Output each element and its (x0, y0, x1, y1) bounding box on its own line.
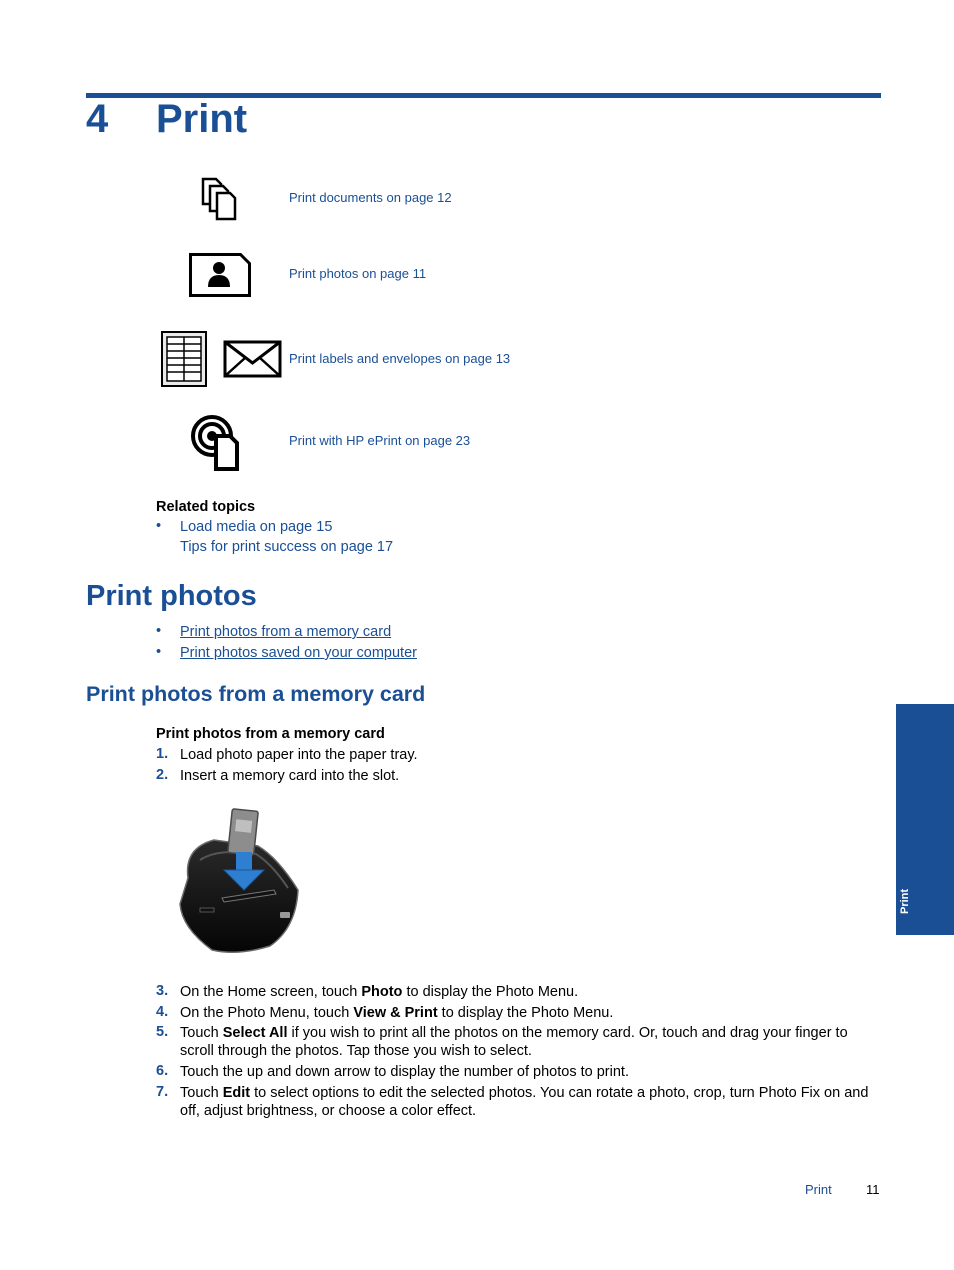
section-heading-print-photos: Print photos (86, 580, 257, 612)
task-link-documents[interactable]: Print documents on page 12 (289, 190, 452, 205)
step-text: Touch Edit to select options to edit the selected photos. You can rotate a photo, crop, turn Photo Fix on and off, adjust brightness, or choose a color effect. (180, 1085, 869, 1119)
step-text: Touch Select All if you wish to print all the photos on the memory card. Or, touch and drag your finger to scroll through the photos. Tap those you wish to select. (180, 1025, 848, 1059)
task-link-labels-envelopes[interactable]: Print labels and envelopes on page 13 (289, 351, 511, 366)
related-bullet: • (156, 518, 162, 534)
chapter-title: Print (156, 97, 248, 141)
photo-icon (188, 252, 252, 298)
subsection-heading-memory-card: Print photos from a memory card (86, 682, 426, 706)
step-number: 2. (156, 767, 169, 783)
memory-card-insert-illustration (178, 808, 302, 954)
related-link-load-media[interactable]: Load media on page 15 (180, 519, 333, 535)
step-text: Touch the up and down arrow to display the number of photos to print. (180, 1064, 629, 1080)
step-text: Insert a memory card into the slot. (180, 768, 400, 784)
list-bullet: • (156, 623, 162, 639)
link-memory-card[interactable] (180, 623, 391, 641)
labels-envelopes-icon (160, 330, 284, 388)
step-number: 4. (156, 1004, 169, 1020)
related-topics-heading: Related topics (156, 499, 256, 515)
chapter-side-tab (896, 704, 954, 935)
link-memory-card-text[interactable]: Print photos from a memory card (180, 624, 392, 640)
list-bullet: • (156, 644, 162, 660)
step-number: 5. (156, 1024, 169, 1040)
footer-section: Print (805, 1182, 832, 1197)
related-link-tips[interactable]: Tips for print success on page 17 (180, 539, 394, 555)
step-text: On the Photo Menu, touch View & Print to display the Photo Menu. (180, 1005, 614, 1021)
step-number: 7. (156, 1084, 169, 1100)
task-link-eprint[interactable]: Print with HP ePrint on page 23 (289, 433, 471, 448)
eprint-icon (190, 412, 248, 472)
chapter-number: 4 (86, 97, 109, 141)
footer-page-number: 11 (866, 1182, 880, 1197)
step-number: 3. (156, 983, 169, 999)
procedure-title: Print photos from a memory card (156, 726, 385, 742)
step-number: 6. (156, 1063, 169, 1079)
step-text: On the Home screen, touch Photo to display the Photo Menu. (180, 984, 579, 1000)
documents-icon (196, 176, 242, 222)
link-saved-computer-text[interactable]: Print photos saved on your computer (180, 645, 417, 661)
task-link-photos[interactable]: Print photos on page 11 (289, 266, 427, 281)
link-saved-computer[interactable] (180, 644, 417, 662)
side-tab-label: Print (899, 888, 911, 914)
step-text: Load photo paper into the paper tray. (180, 747, 418, 763)
step-number: 1. (156, 746, 169, 762)
